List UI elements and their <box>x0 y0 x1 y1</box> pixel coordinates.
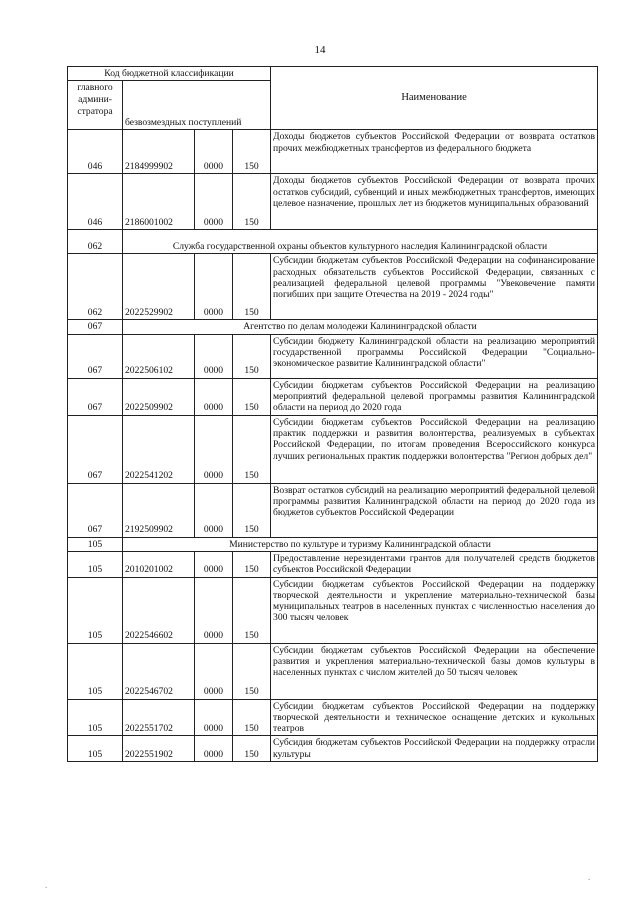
section-row <box>68 230 598 254</box>
subcode-cell: 0000 <box>195 699 233 736</box>
receipt-code-cell: 2192509902 <box>123 483 195 537</box>
kind-code-cell: 150 <box>233 130 271 174</box>
scan-mark: . <box>45 880 48 890</box>
section-title: Министерство по культуре и туризму Калининградской области <box>123 537 598 551</box>
admin-code-cell: 067 <box>68 483 123 537</box>
header-name: Наименование <box>271 67 598 130</box>
kind-code-cell: 150 <box>233 378 271 415</box>
subcode-cell: 0000 <box>195 736 233 762</box>
table-row <box>68 699 598 736</box>
description-cell: Предоставление нерезидентами грантов для получателей средств бюджетов субъектов Российской Федерации <box>271 551 598 577</box>
admin-code-cell: 105 <box>68 736 123 762</box>
admin-code-cell: 105 <box>68 643 123 699</box>
receipt-code-cell: 2010201002 <box>123 551 195 577</box>
subcode-cell: 0000 <box>195 643 233 699</box>
section-row <box>68 320 598 334</box>
table-row <box>68 254 598 320</box>
description-cell: Субсидии бюджету Калининградской области на реализацию мероприятий государственной программы Российской Федерации "Социально-экономическое развитие Калининградской области" <box>271 334 598 378</box>
receipt-code-cell: 2022551902 <box>123 736 195 762</box>
kind-code-cell: 150 <box>233 551 271 577</box>
kind-code-cell: 150 <box>233 483 271 537</box>
header-group-title: Код бюджетной классификации <box>68 67 271 81</box>
receipt-code-cell: 2022506102 <box>123 334 195 378</box>
description-cell: Субсидии бюджетам субъектов Российской Федерации на поддержку творческой деятельности и техническое оснащение детских и кукольных театров <box>271 699 598 736</box>
header-admin: главного админи-стратора <box>68 81 123 130</box>
subcode-cell: 0000 <box>195 415 233 483</box>
admin-code-cell: 067 <box>68 378 123 415</box>
kind-code-cell: 150 <box>233 643 271 699</box>
kind-code-cell: 150 <box>233 577 271 643</box>
table-row <box>68 415 598 483</box>
kind-code-cell: 150 <box>233 699 271 736</box>
section-title: Агентство по делам молодежи Калининградской области <box>123 320 598 334</box>
description-cell: Субсидии бюджетам субъектов Российской Федерации на поддержку творческой деятельности и укрепление материально-технической базы муниципальных театров в населенных пунктах с численностью населения до 300 тысяч человек <box>271 577 598 643</box>
kind-code-cell: 150 <box>233 415 271 483</box>
admin-code-cell: 105 <box>68 577 123 643</box>
scan-mark: . <box>588 872 591 882</box>
kind-code-cell: 150 <box>233 334 271 378</box>
receipt-code-cell: 2022551702 <box>123 699 195 736</box>
section-admin-code: 062 <box>68 230 123 254</box>
table-row <box>68 577 598 643</box>
table-row <box>68 334 598 378</box>
section-title: Служба государственной охраны объектов культурного наследия Калининградской области <box>123 230 598 254</box>
budget-classification-table <box>67 66 598 762</box>
admin-code-cell: 105 <box>68 699 123 736</box>
admin-code-cell: 067 <box>68 334 123 378</box>
receipt-code-cell: 2022546702 <box>123 643 195 699</box>
subcode-cell: 0000 <box>195 254 233 320</box>
table-row <box>68 643 598 699</box>
table-body <box>68 130 598 762</box>
description-cell: Субсидия бюджетам субъектов Российской Федерации на поддержку отрасли культуры <box>271 736 598 762</box>
section-row <box>68 537 598 551</box>
kind-code-cell: 150 <box>233 174 271 230</box>
subcode-cell: 0000 <box>195 378 233 415</box>
receipt-code-cell: 2022546602 <box>123 577 195 643</box>
description-cell: Доходы бюджетов субъектов Российской Федерации от возврата остатков прочих межбюджетных трансфертов из федерального бюджета <box>271 130 598 174</box>
receipt-code-cell: 2022529902 <box>123 254 195 320</box>
description-cell: Субсидии бюджетам субъектов Российской Федерации на обеспечение развития и укрепления материально-технической базы домов культуры в населенных пунктах с числом жителей до 50 тысяч человек <box>271 643 598 699</box>
subcode-cell: 0000 <box>195 551 233 577</box>
admin-code-cell: 105 <box>68 551 123 577</box>
subcode-cell: 0000 <box>195 483 233 537</box>
admin-code-cell: 046 <box>68 174 123 230</box>
table-row <box>68 130 598 174</box>
table-row <box>68 174 598 230</box>
table-row <box>68 551 598 577</box>
subcode-cell: 0000 <box>195 334 233 378</box>
table-row <box>68 378 598 415</box>
page-number: 14 <box>314 44 326 56</box>
admin-code-cell: 046 <box>68 130 123 174</box>
receipt-code-cell: 2022509902 <box>123 378 195 415</box>
receipt-code-cell: 2022541202 <box>123 415 195 483</box>
subcode-cell: 0000 <box>195 174 233 230</box>
description-cell: Возврат остатков субсидий на реализацию мероприятий федеральной целевой программы развития Калининградской области на период до 2020 года из бюджетов субъектов Российской Федерации <box>271 483 598 537</box>
kind-code-cell: 150 <box>233 736 271 762</box>
admin-code-cell: 062 <box>68 254 123 320</box>
receipt-code-cell: 2186001002 <box>123 174 195 230</box>
subcode-cell: 0000 <box>195 130 233 174</box>
admin-code-cell: 067 <box>68 415 123 483</box>
header-receipts: безвозмездных поступлений <box>123 81 271 130</box>
kind-code-cell: 150 <box>233 254 271 320</box>
description-cell: Доходы бюджетов субъектов Российской Федерации от возврата прочих остатков субсидий, субвенций и иных межбюджетных трансфертов, имеющих целевое назначение, прошлых лет из бюджетов муниципальных образований <box>271 174 598 230</box>
description-cell: Субсидии бюджетам субъектов Российской Федерации на софинансирование расходных обязательств субъектов Российской Федерации, связанных с реализацией федеральной целевой программы "Увековечение памяти погибших при защите Отечества на 2019 - 2024 годы" <box>271 254 598 320</box>
section-admin-code: 067 <box>68 320 123 334</box>
description-cell: Субсидии бюджетам субъектов Российской Федерации на реализацию практик поддержки и развития волонтерства, реализуемых в субъектах Российской Федерации, по итогам проведения Всероссийского конкурса лучших региональных практик поддержки волонтерства "Регион добрых дел" <box>271 415 598 483</box>
receipt-code-cell: 2184999902 <box>123 130 195 174</box>
table-row <box>68 483 598 537</box>
table-row <box>68 736 598 762</box>
description-cell: Субсидии бюджетам субъектов Российской Федерации на реализацию мероприятий федеральной целевой программы развития Калининградской области на период до 2020 года <box>271 378 598 415</box>
section-admin-code: 105 <box>68 537 123 551</box>
subcode-cell: 0000 <box>195 577 233 643</box>
